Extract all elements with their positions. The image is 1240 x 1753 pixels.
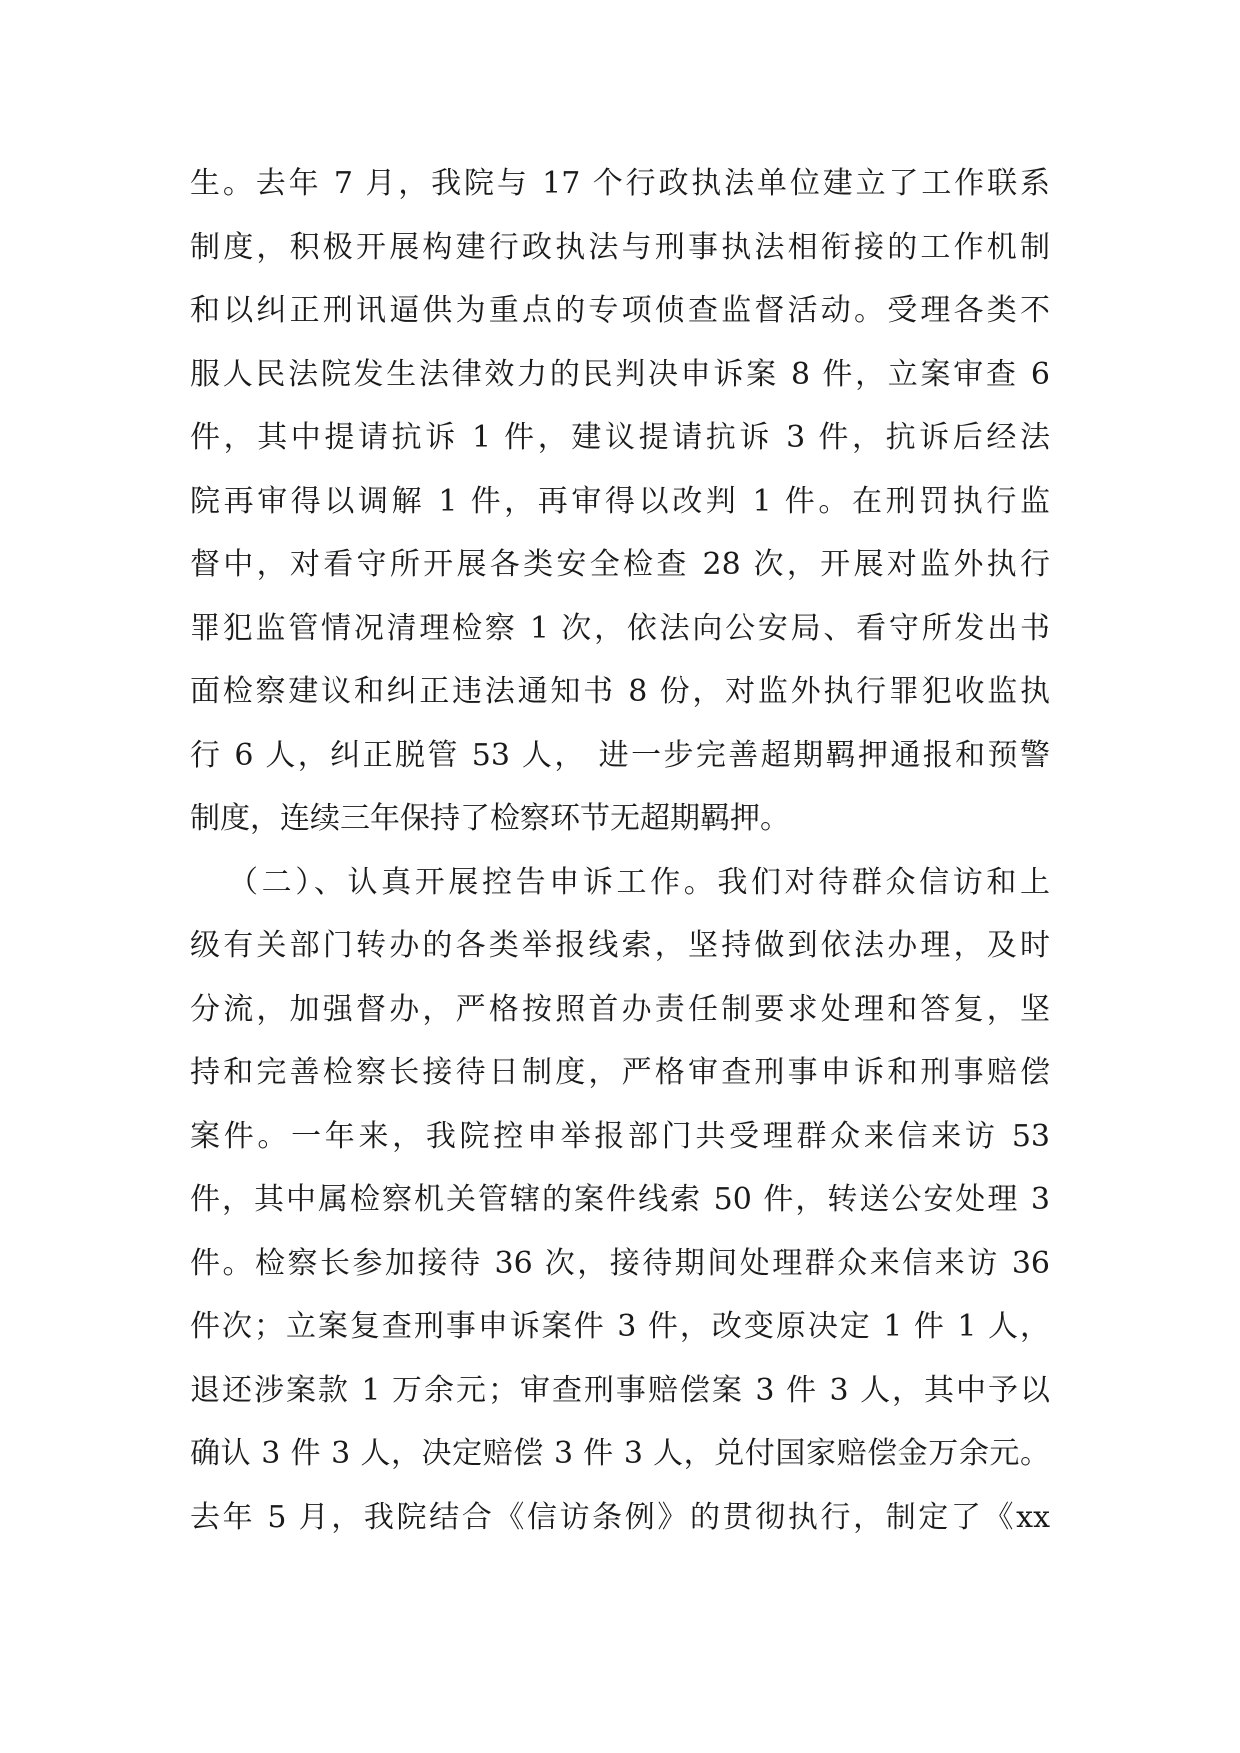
text-line: 件次；立案复查刑事申诉案件 3 件，改变原决定 1 件 1 人， xyxy=(190,1309,1050,1344)
text-line: 制度，积极开展构建行政执法与刑事执法相衔接的工作机制 xyxy=(190,229,1050,265)
text-line: 案件。一年来，我院控申举报部门共受理群众来信来访 53 xyxy=(190,1118,1050,1154)
section-heading-line: （二）、认真开展控告申诉工作。我们对待群众信访和上 xyxy=(228,864,1050,900)
text-line: 级有关部门转办的各类举报线索，坚持做到依法办理，及时 xyxy=(190,928,1050,963)
text-line: 件。检察长参加接待 36 次，接待期间处理群众来信来访 36 xyxy=(190,1245,1050,1281)
text-line: 和以纠正刑讯逼供为重点的专项侦查监督活动。受理各类不 xyxy=(190,293,1050,328)
paragraph-end-line: 制度，连续三年保持了检察环节无超期羁押。 xyxy=(190,801,790,836)
text-line: 件，其中提请抗诉 1 件，建议提请抗诉 3 件，抗诉后经法 xyxy=(190,420,1050,455)
body-text xyxy=(190,152,1050,1549)
text-line: 督中，对看守所开展各类安全检查 28 次，开展对监外执行 xyxy=(190,547,1050,582)
text-line: 服人民法院发生法律效力的民判决申诉案 8 件，立案审查 6 xyxy=(190,356,1050,392)
text-line: 分流，加强督办，严格按照首办责任制要求处理和答复，坚 xyxy=(190,991,1050,1027)
text-line: 院再审得以调解 1 件，再审得以改判 1 件。在刑罚执行监 xyxy=(190,483,1050,519)
text-line: 生。去年 7 月，我院与 17 个行政执法单位建立了工作联系 xyxy=(190,166,1050,201)
text-line: 面检察建议和纠正违法通知书 8 份，对监外执行罪犯收监执 xyxy=(190,674,1050,709)
text-line: 持和完善检察长接待日制度，严格审查刑事申诉和刑事赔偿 xyxy=(190,1055,1050,1090)
text-line: 罪犯监管情况清理检察 1 次，依法向公安局、看守所发出书 xyxy=(190,610,1050,646)
text-line: 退还涉案款 1 万余元；审查刑事赔偿案 3 件 3 人，其中予以 xyxy=(190,1372,1050,1408)
text-line: 行 6 人，纠正脱管 53 人， 进一步完善超期羁押通报和预警 xyxy=(190,737,1050,773)
text-line: 确认 3 件 3 人，决定赔偿 3 件 3 人，兑付国家赔偿金万余元。 xyxy=(190,1436,1050,1471)
text-line: 件，其中属检察机关管辖的案件线索 50 件，转送公安处理 3 xyxy=(190,1182,1050,1217)
text-line: 去年 5 月，我院结合《信访条例》的贯彻执行，制定了《xx xyxy=(190,1499,1050,1535)
